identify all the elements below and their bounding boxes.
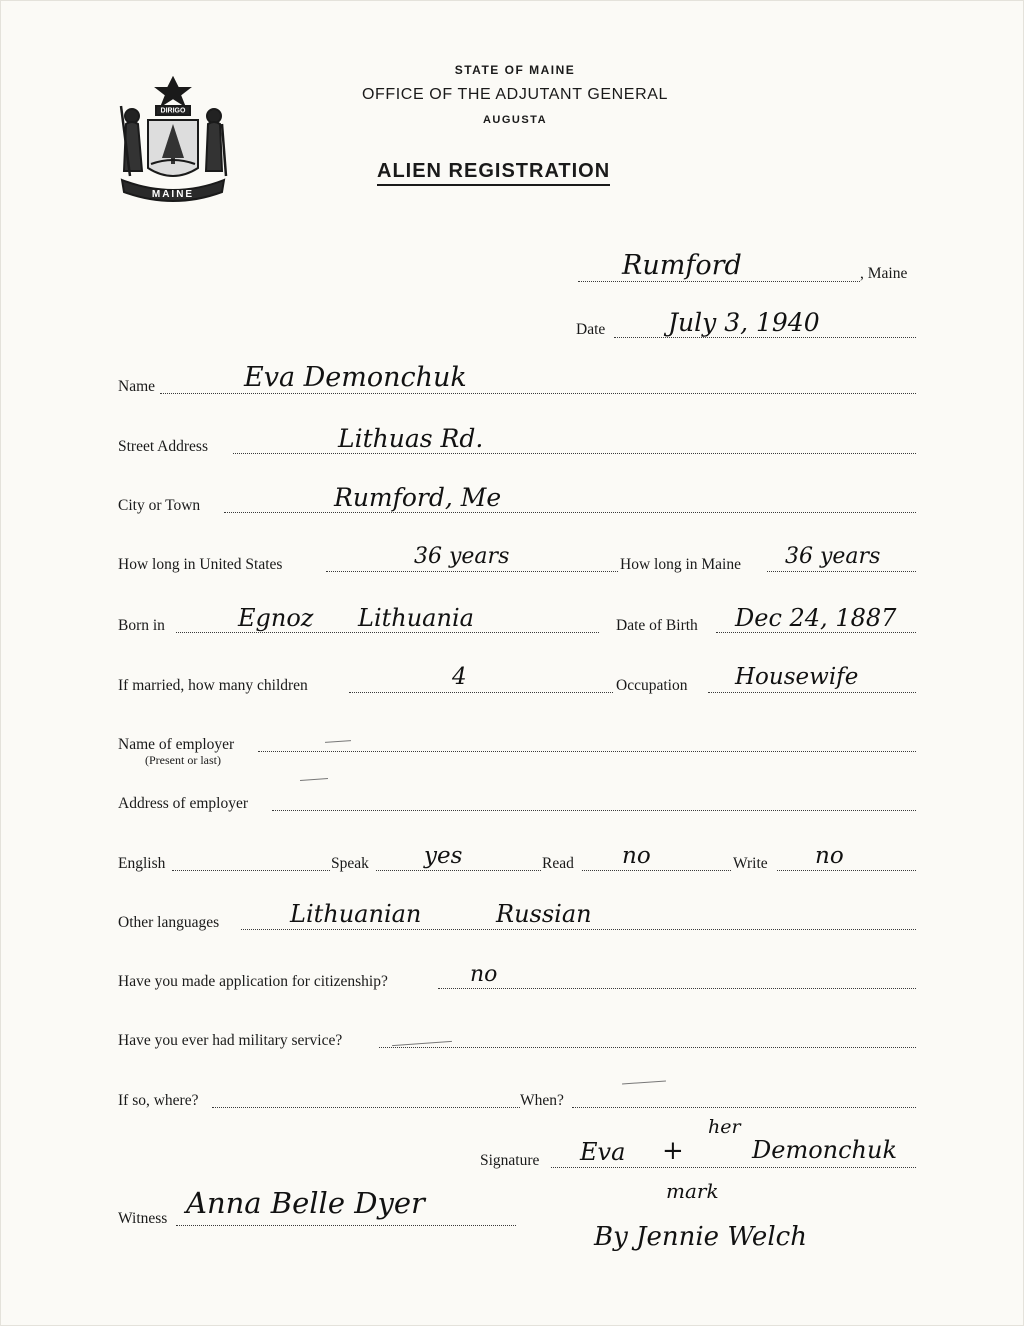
- street-value: Lithuas Rd.: [338, 424, 484, 453]
- where-label: If so, where?: [118, 1092, 199, 1109]
- years-maine-label: How long in Maine: [620, 556, 741, 573]
- when-blank-mark: [622, 1080, 666, 1084]
- citizenship-line: [438, 988, 916, 989]
- witness-value: Anna Belle Dyer: [186, 1186, 425, 1220]
- sig-mark-word-value: mark: [666, 1179, 719, 1203]
- employer-addr-label: Address of employer: [118, 795, 248, 812]
- english-line: [172, 870, 330, 871]
- sig-her-value: her: [708, 1116, 741, 1138]
- employer-addr-line: [272, 810, 916, 811]
- city-value: Rumford, Me: [334, 483, 502, 512]
- employer-label: Name of employer: [118, 736, 235, 753]
- born-label: Born in: [118, 617, 165, 634]
- lang2-value: Russian: [496, 900, 592, 928]
- other-lang-line: [241, 929, 916, 930]
- born-line: [176, 632, 599, 633]
- seal-motto: DIRIGO: [160, 107, 186, 115]
- read-value: no: [622, 843, 651, 869]
- header-office: OFFICE OF THE ADJUTANT GENERAL: [361, 86, 669, 103]
- write-value: no: [815, 843, 844, 869]
- street-label: Street Address: [118, 438, 208, 455]
- header-state: STATE OF MAINE: [454, 63, 576, 77]
- children-line: [349, 692, 613, 693]
- when-label: When?: [520, 1092, 564, 1109]
- occupation-line: [708, 692, 916, 693]
- military-blank-mark: [392, 1041, 452, 1046]
- dob-label: Date of Birth: [616, 617, 698, 634]
- read-label: Read: [542, 855, 574, 872]
- years-maine-line: [767, 571, 916, 572]
- born-country-value: Lithuania: [358, 604, 474, 632]
- employer-sublabel: (Present or last): [145, 753, 221, 767]
- military-label: Have you ever had military service?: [118, 1032, 343, 1049]
- maine-label: , Maine: [860, 265, 908, 282]
- years-us-label: How long in United States: [118, 556, 283, 573]
- date-line: [614, 337, 916, 338]
- occupation-value: Housewife: [735, 664, 859, 690]
- write-label: Write: [733, 855, 768, 872]
- years-us-value: 36 years: [414, 544, 510, 569]
- seal-banner: MAINE: [151, 189, 195, 200]
- name-label: Name: [118, 378, 156, 395]
- signature-line: [551, 1167, 916, 1168]
- write-line: [777, 870, 916, 871]
- date-label: Date: [576, 321, 606, 338]
- name-value: Eva Demonchuk: [244, 362, 467, 393]
- military-line: [379, 1047, 916, 1048]
- lang1-value: Lithuanian: [290, 900, 422, 928]
- employer-addr-blank-mark: [300, 778, 328, 781]
- read-line: [582, 870, 731, 871]
- english-label: English: [118, 855, 166, 872]
- where-line: [212, 1107, 520, 1108]
- years-us-line: [326, 571, 618, 572]
- sig-mark-value: +: [662, 1136, 684, 1166]
- occupation-label: Occupation: [616, 677, 688, 694]
- name-line: [160, 393, 916, 394]
- speak-label: Speak: [331, 855, 369, 872]
- town-line: [578, 281, 860, 282]
- signature-label: Signature: [480, 1152, 540, 1169]
- speak-line: [376, 870, 541, 871]
- sig-last-value: Demonchuk: [752, 1136, 898, 1164]
- dob-line: [716, 632, 916, 633]
- employer-blank-mark: [325, 740, 351, 743]
- other-lang-label: Other languages: [118, 914, 220, 931]
- city-line: [224, 512, 916, 513]
- street-line: [233, 453, 916, 454]
- children-label: If married, how many children: [118, 677, 308, 694]
- born-town-value: Egnoz: [238, 604, 314, 632]
- witness-label: Witness: [118, 1210, 168, 1227]
- date-value: July 3, 1940: [668, 308, 820, 337]
- sig-by-value: By Jennie Welch: [594, 1222, 807, 1252]
- employer-line: [258, 751, 916, 752]
- town-value: Rumford: [622, 250, 742, 281]
- maine-state-seal: [118, 76, 228, 204]
- speak-value: yes: [424, 843, 463, 869]
- witness-line: [176, 1225, 516, 1226]
- dob-value: Dec 24, 1887: [735, 604, 897, 632]
- form-title: ALIEN REGISTRATION: [377, 160, 610, 186]
- header-city: AUGUSTA: [482, 114, 548, 126]
- when-line: [572, 1107, 916, 1108]
- years-maine-value: 36 years: [785, 544, 881, 569]
- sig-first-value: Eva: [580, 1138, 626, 1166]
- city-label: City or Town: [118, 497, 201, 514]
- citizenship-value: no: [470, 962, 498, 987]
- citizenship-label: Have you made application for citizenship?: [118, 973, 388, 990]
- children-value: 4: [452, 664, 467, 690]
